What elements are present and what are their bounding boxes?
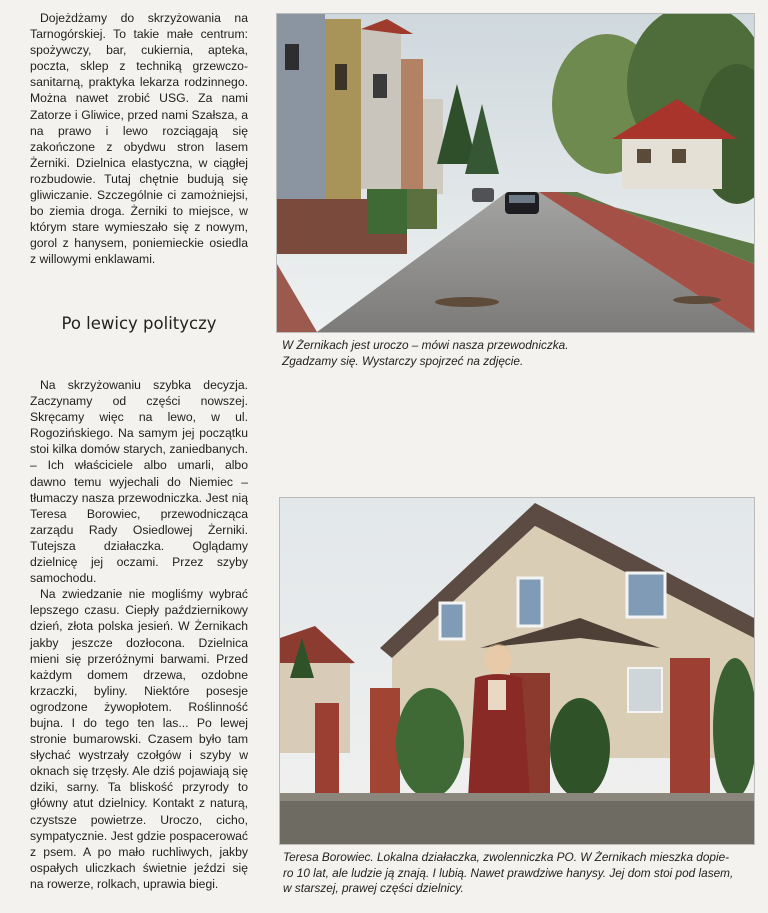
caption-line: Zgadzamy się. Wystarczy spojrzeć na zdjęcie. [282,353,524,368]
article-paragraph-2 [30,377,248,892]
street-photo [276,13,755,333]
paragraph-text: Na skrzyżowaniu szybka decyzja. Zaczynamy od części nowszej. Skręcamy więc na lewo, w ul. Rogozińskiego. Na samym jej początku stoi kilka domów starych, zaniedbanych. – Ich właściciele albo umarli, albo dawno temu wyjechali do Niemiec – tłumaczy nasza przewodniczka. Jest nią Teresa Borowiec, przewodnicząca zarządu Rady Osiedlowej Żerniki. Tutejsza działaczka. Oglądamy dzielnicę jej oczami. Przez szyby samochodu. [30,378,248,586]
paragraph-text: Dojeżdżamy do skrzyżowania na Tarnogórskiej. To takie małe centrum: spożywczy, bar, cukiernia, apteka, poczta, sklep z techniką grzewczo-sanitarną, praktyka lekarza rodzinnego. Można nawet zrobić USG. Za nami Zatorze i Gliwice, przed nami Szałsza, a na prawo i lewo rozciągają się zakończone z obydwu stron lasem Żerniki. Dzielnica elastyczna, w ciągłej rozbudowie. Tutaj chętnie budują się gliwiczanie. Szczególnie ci zamożniejsi, bo ziemia droga. Żerniki to miejsce, w którym stare wymieszało się z nowym, gorol z hanysem, poniemieckie osiedla z willowymi enklawami. [30,11,248,267]
portrait-photo [279,497,755,845]
photo-caption [283,850,753,897]
caption-line: ro 10 lat, ale ludzie ją znają. I lubią. Nawet prawdziwe hanysy. Jej dom stoi pod lasem, [283,865,734,880]
photo-caption [282,338,752,369]
section-heading: Po lewicy polityczy [61,314,217,333]
caption-line: W Żernikach jest uroczo – mówi nasza przewodniczka. [282,338,569,352]
caption-line: Teresa Borowiec. Lokalna działaczka, zwolenniczka PO. W Żernikach mieszka dopie- [283,850,730,864]
paragraph-text: Na zwiedzanie nie mogliśmy wybrać lepszego czasu. Ciepły październikowy dzień, złota polska jesień. W Żernikach jakby jeszcze dozłocona. Dzielnica mieni się przeróżnymi barwami. Przed każdym domem drzewa, ozdobne krzaczki, byliny. Niektóre posesje ogrodzone żywopłotem. Roślinność bujna. I do tego ten las... Po lewej stronie bumarowski. Czasem było tam słychać wystrzały czołgów i szyby w oknach się trzęsły. Ale dziś pojawiają się dziki, sarny. Ta bliskość przyrody to główny atut dzielnicy. Kontakt z naturą, czystsze powietrze. Uroczo, cicho, sympatycznie. Jest gdzie pospacerować z psem. A po mało ruchliwych, jakby ospałych uliczkach świetnie jeździ się na rowerze, rolkach, uprawia biegi. [30,587,248,891]
article-paragraph-1 [30,10,248,268]
caption-line: w starszej, prawej części dzielnicy. [283,881,464,895]
